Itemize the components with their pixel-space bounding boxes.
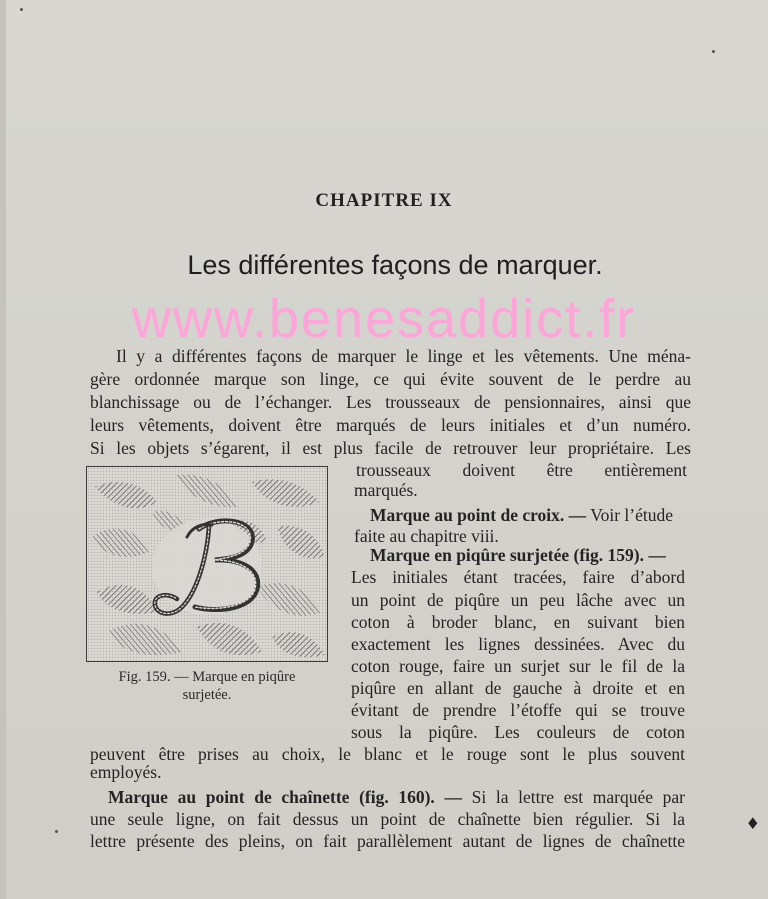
text-line: blanchissage ou de l’échanger. Les trousseaux de pensionnaires, ainsi que	[90, 392, 691, 412]
text-line: Les initiales étant tracées, faire d’abord	[351, 567, 685, 587]
heading-piqure-surjetee: Marque en piqûre surjetée (fig. 159). —	[370, 545, 666, 565]
text-line: Marque au point de croix. — Voir l’étude	[370, 505, 674, 525]
text-line: évitant de prendre l’étoffe qui se trouve	[351, 700, 685, 720]
text-line: Marque au point de chaînette (fig. 160). — Si la lettre est marquée par	[108, 787, 685, 807]
text-line: coton à broder blanc, en suivant bien	[351, 612, 685, 632]
figure-letter: B	[87, 467, 88, 468]
section-title: Les différentes façons de marquer.	[187, 250, 603, 280]
text-line: piqûre en allant de gauche à droite et en	[351, 678, 685, 698]
text-line: leurs vêtements, doivent être marqués de leurs initiales et d’un numéro.	[90, 415, 691, 435]
figure-159-illustration	[86, 466, 328, 662]
text-line: lettre présente des pleins, on fait parallèlement autant de lignes de chaînette	[90, 831, 685, 851]
paper-speck	[712, 50, 715, 53]
heading-point-de-croix: Marque au point de croix. —	[370, 505, 587, 525]
text-line: exactement les lignes dessinées. Avec du	[351, 634, 685, 654]
paper-speck	[55, 830, 58, 833]
watermark: www.benesaddict.fr	[131, 289, 637, 349]
figure-caption	[86, 668, 328, 704]
text-line: sous la piqûre. Les couleurs de coton	[351, 722, 685, 742]
text-line: Si les objets s’égarent, il est plus facile de retrouver leur propriétaire. Les	[90, 438, 691, 458]
text-line: peuvent être prises au choix, le blanc et le rouge sont le plus souvent	[90, 744, 685, 764]
caption-line: Fig. 159. — Marque en piqûre	[118, 669, 296, 685]
text-line: faite au chapitre viii.	[354, 526, 499, 546]
embroidered-letter-illustration	[87, 467, 328, 662]
chapter-heading: CHAPITRE IX	[315, 190, 453, 211]
margin-mark: ♦	[745, 814, 760, 833]
heading-point-de-chainette: Marque au point de chaînette (fig. 160). —	[108, 787, 462, 807]
text-line: Il y a différentes façons de marquer le linge et les vêtements. Une ména-	[116, 346, 691, 366]
page-edge	[0, 0, 6, 899]
text-line	[370, 545, 687, 566]
paper-speck	[20, 8, 23, 11]
caption-line: surjetée.	[182, 687, 232, 703]
text-line: employés.	[90, 762, 162, 782]
text-line: une seule ligne, on fait dessus un point de chaînette bien régulier. Si la	[90, 809, 685, 829]
text-line: un point de piqûre un peu lâche avec un	[351, 590, 685, 610]
text-line: gère ordonnée marque son linge, ce qui évite souvent de le perdre au	[90, 369, 691, 389]
text-line: coton rouge, faire un surjet sur le fil de la	[351, 656, 685, 676]
text-line: marqués.	[354, 480, 418, 500]
text-line: trousseaux doivent être entièrement	[356, 460, 687, 480]
